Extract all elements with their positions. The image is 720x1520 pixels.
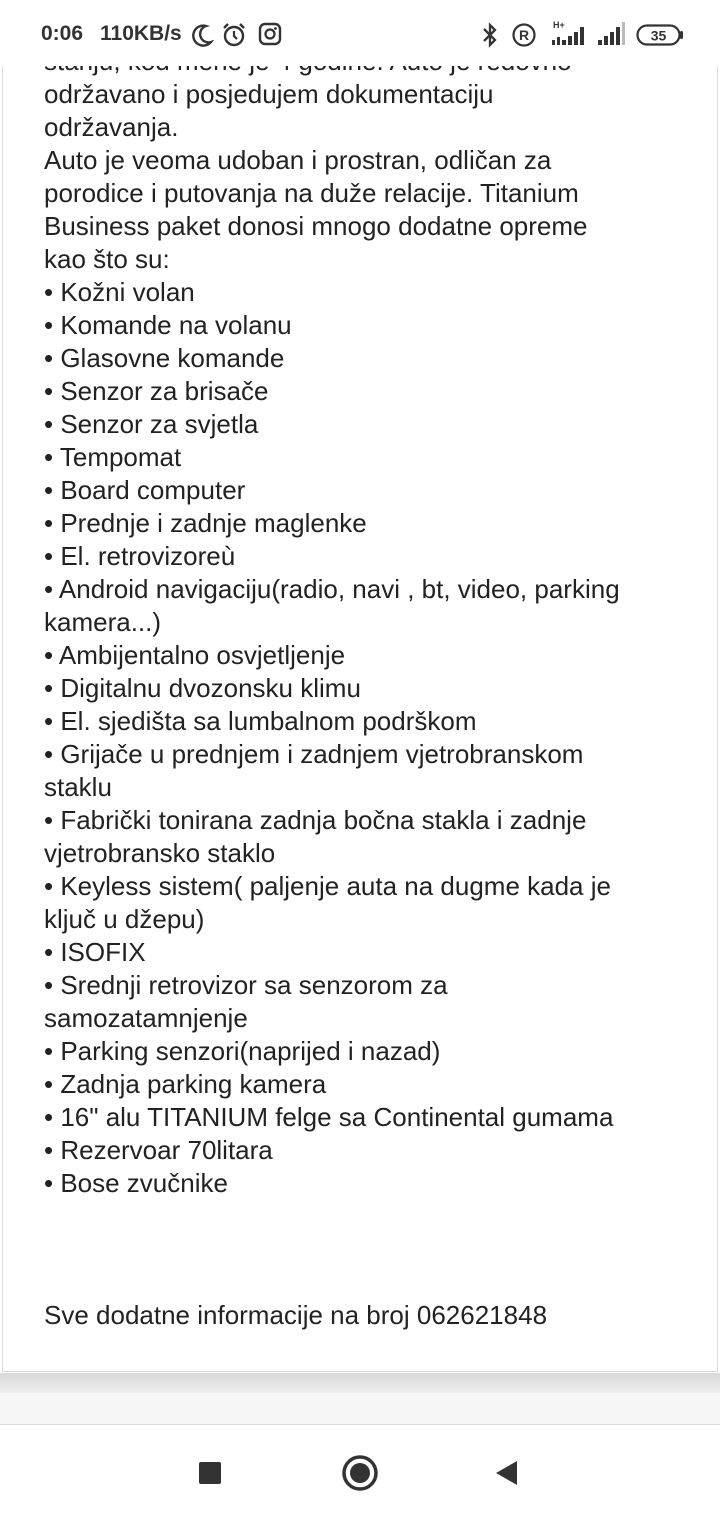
status-bar: [0, 0, 720, 66]
section-separator: [0, 1373, 720, 1393]
bluetooth-icon: [480, 22, 500, 48]
back-button[interactable]: [478, 1447, 534, 1503]
registered-icon: [511, 22, 537, 48]
home-circle-icon: [340, 1453, 380, 1498]
recents-button[interactable]: [182, 1447, 238, 1503]
next-section-strip: [0, 1393, 720, 1425]
alarm-icon: [221, 22, 247, 48]
battery-level: 35: [650, 27, 667, 44]
clock-time: 0:06: [41, 22, 84, 45]
svg-text:R: R: [518, 27, 530, 43]
recents-square-icon: [197, 1460, 223, 1491]
home-button[interactable]: [332, 1447, 388, 1503]
navigation-bar: [0, 1425, 720, 1520]
listing-description-card: [2, 0, 718, 1372]
hplus-label: H+: [553, 20, 565, 30]
contact-info-text: Sve dodatne informacije na broj 062621848: [44, 1300, 548, 1330]
hplus-signal-icon: [548, 18, 590, 44]
network-speed: 110KB/s: [100, 22, 182, 45]
moon-icon: [190, 22, 214, 48]
back-triangle-icon: [492, 1458, 520, 1493]
instagram-icon: [258, 22, 282, 48]
signal-icon: [596, 18, 626, 44]
listing-description-text: održavano i posjedujem dokumentaciju održavanja. Auto je veoma udoban i prostran, odličan za porodice i putovanja na duže relacije. Titanium Business paket donosi mnogo dodatne opreme kao što su: • Kožni volan • Komande na volanu • Glasovne komande • Senzor za brisače • Senzor za svjetla • Tempomat • Board computer • Prednje i zadnje maglenke • El. retrovizoreù • Android navigaciju(radio, navi , bt, video, parking kamera...) • Ambijentalno osvjetljenje • Digitalnu dvozonsku klimu • El. sjedišta sa lumbalnom podrškom • Grijače u prednjem i zadnjem vjetrobranskom staklu • Fabrički tonirana zadnja bočna stakla i zadnje vjetrobransko staklo • Keyless sistem( paljenje auta na dugme kada je ključ u džepu) • ISOFIX • Srednji retrovizor sa senzorom za samozatamnjenje • Parking senzori(naprijed i nazad) • Zadnja parking kamera • 16" alu TITANIUM felge sa Continental gumama • Rezervoar 70litara • Bose zvučnike: [44, 79, 620, 1198]
battery-icon: [636, 23, 684, 49]
